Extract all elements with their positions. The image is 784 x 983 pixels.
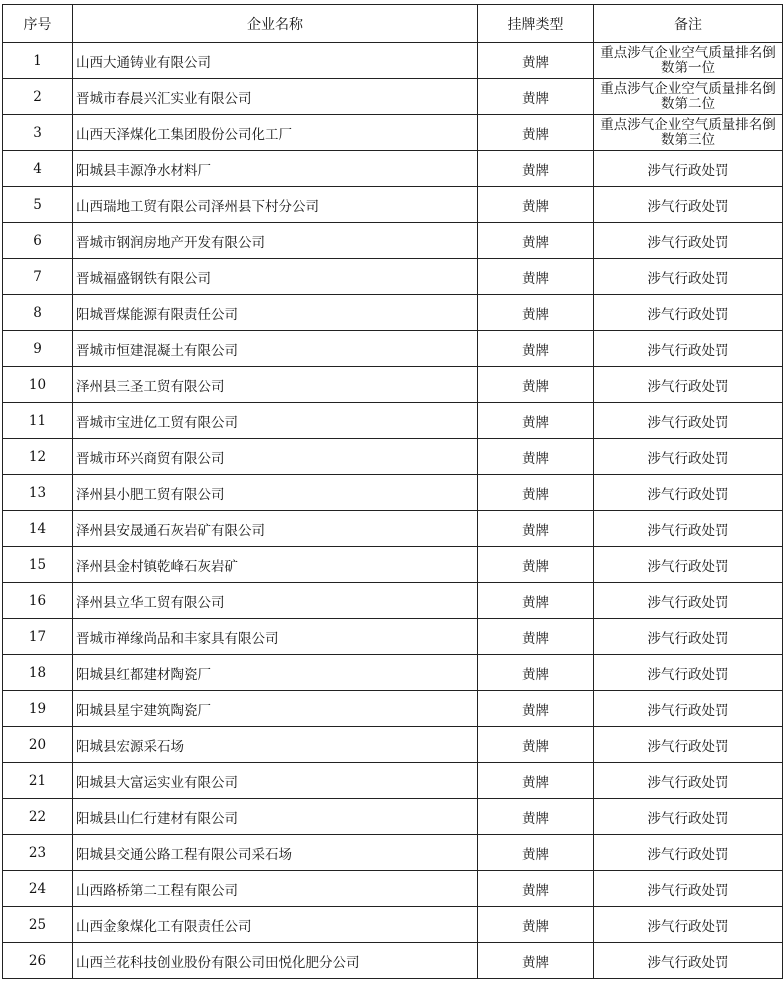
enterprise-name: 阳城县丰源净水材料厂 [73, 151, 478, 187]
row-number: 22 [3, 799, 73, 835]
plate-type: 黄牌 [478, 547, 594, 583]
remark: 涉气行政处罚 [594, 727, 783, 763]
row-number: 15 [3, 547, 73, 583]
table-row [3, 151, 783, 187]
plate-type: 黄牌 [478, 943, 594, 979]
plate-type: 黄牌 [478, 403, 594, 439]
enterprise-name: 阳城县星宇建筑陶瓷厂 [73, 691, 478, 727]
enterprise-table [2, 4, 783, 979]
remark: 重点涉气企业空气质量排名倒数第一位 [594, 43, 783, 79]
row-number: 3 [3, 115, 73, 151]
row-number: 20 [3, 727, 73, 763]
enterprise-name: 山西路桥第二工程有限公司 [73, 871, 478, 907]
row-number: 23 [3, 835, 73, 871]
row-number: 1 [3, 43, 73, 79]
plate-type: 黄牌 [478, 691, 594, 727]
remark: 涉气行政处罚 [594, 547, 783, 583]
plate-type: 黄牌 [478, 367, 594, 403]
row-number: 7 [3, 259, 73, 295]
table-row [3, 583, 783, 619]
table-row [3, 79, 783, 115]
plate-type: 黄牌 [478, 439, 594, 475]
table-row [3, 691, 783, 727]
remark: 涉气行政处罚 [594, 583, 783, 619]
remark: 涉气行政处罚 [594, 655, 783, 691]
table-row [3, 367, 783, 403]
header-type: 挂牌类型 [478, 5, 594, 43]
row-number: 21 [3, 763, 73, 799]
remark: 重点涉气企业空气质量排名倒数第三位 [594, 115, 783, 151]
remark: 涉气行政处罚 [594, 943, 783, 979]
plate-type: 黄牌 [478, 763, 594, 799]
table-row [3, 403, 783, 439]
enterprise-name: 晋城市宝进亿工贸有限公司 [73, 403, 478, 439]
row-number: 5 [3, 187, 73, 223]
row-number: 4 [3, 151, 73, 187]
plate-type: 黄牌 [478, 43, 594, 79]
table-row [3, 871, 783, 907]
table-row [3, 619, 783, 655]
remark: 涉气行政处罚 [594, 223, 783, 259]
remark: 涉气行政处罚 [594, 799, 783, 835]
remark: 涉气行政处罚 [594, 907, 783, 943]
enterprise-name: 阳城县交通公路工程有限公司采石场 [73, 835, 478, 871]
enterprise-name: 泽州县立华工贸有限公司 [73, 583, 478, 619]
enterprise-name: 晋城福盛钢铁有限公司 [73, 259, 478, 295]
plate-type: 黄牌 [478, 79, 594, 115]
remark: 涉气行政处罚 [594, 403, 783, 439]
table-row [3, 331, 783, 367]
table-row [3, 655, 783, 691]
enterprise-name: 泽州县小肥工贸有限公司 [73, 475, 478, 511]
row-number: 6 [3, 223, 73, 259]
table-row [3, 727, 783, 763]
enterprise-name: 阳城县宏源采石场 [73, 727, 478, 763]
remark: 涉气行政处罚 [594, 691, 783, 727]
table-row [3, 439, 783, 475]
plate-type: 黄牌 [478, 511, 594, 547]
row-number: 12 [3, 439, 73, 475]
plate-type: 黄牌 [478, 727, 594, 763]
table-row [3, 187, 783, 223]
plate-type: 黄牌 [478, 187, 594, 223]
enterprise-name: 泽州县金村镇乾峰石灰岩矿 [73, 547, 478, 583]
plate-type: 黄牌 [478, 151, 594, 187]
plate-type: 黄牌 [478, 835, 594, 871]
enterprise-name: 泽州县三圣工贸有限公司 [73, 367, 478, 403]
row-number: 18 [3, 655, 73, 691]
plate-type: 黄牌 [478, 115, 594, 151]
row-number: 10 [3, 367, 73, 403]
row-number: 24 [3, 871, 73, 907]
remark: 涉气行政处罚 [594, 871, 783, 907]
header-no: 序号 [3, 5, 73, 43]
row-number: 19 [3, 691, 73, 727]
row-number: 8 [3, 295, 73, 331]
enterprise-name: 阳城县红都建材陶瓷厂 [73, 655, 478, 691]
plate-type: 黄牌 [478, 223, 594, 259]
table-row [3, 907, 783, 943]
remark: 涉气行政处罚 [594, 187, 783, 223]
table-row [3, 943, 783, 979]
enterprise-name: 山西瑞地工贸有限公司泽州县下村分公司 [73, 187, 478, 223]
row-number: 2 [3, 79, 73, 115]
plate-type: 黄牌 [478, 583, 594, 619]
row-number: 25 [3, 907, 73, 943]
remark: 涉气行政处罚 [594, 439, 783, 475]
row-number: 16 [3, 583, 73, 619]
enterprise-name: 晋城市恒建混凝土有限公司 [73, 331, 478, 367]
row-number: 14 [3, 511, 73, 547]
table-row [3, 475, 783, 511]
table-row [3, 547, 783, 583]
remark: 涉气行政处罚 [594, 259, 783, 295]
row-number: 11 [3, 403, 73, 439]
enterprise-name: 晋城市春晨兴汇实业有限公司 [73, 79, 478, 115]
enterprise-name: 晋城市禅缘尚品和丰家具有限公司 [73, 619, 478, 655]
remark: 涉气行政处罚 [594, 763, 783, 799]
plate-type: 黄牌 [478, 655, 594, 691]
plate-type: 黄牌 [478, 295, 594, 331]
plate-type: 黄牌 [478, 619, 594, 655]
table-row [3, 511, 783, 547]
table-row [3, 295, 783, 331]
remark: 重点涉气企业空气质量排名倒数第二位 [594, 79, 783, 115]
remark: 涉气行政处罚 [594, 367, 783, 403]
plate-type: 黄牌 [478, 871, 594, 907]
plate-type: 黄牌 [478, 799, 594, 835]
row-number: 26 [3, 943, 73, 979]
header-note: 备注 [594, 5, 783, 43]
header-row [3, 5, 783, 43]
plate-type: 黄牌 [478, 907, 594, 943]
enterprise-name: 阳城县山仁行建材有限公司 [73, 799, 478, 835]
remark: 涉气行政处罚 [594, 835, 783, 871]
remark: 涉气行政处罚 [594, 295, 783, 331]
plate-type: 黄牌 [478, 259, 594, 295]
row-number: 13 [3, 475, 73, 511]
enterprise-name: 山西天泽煤化工集团股份公司化工厂 [73, 115, 478, 151]
table-row [3, 43, 783, 79]
remark: 涉气行政处罚 [594, 511, 783, 547]
enterprise-name: 晋城市钢润房地产开发有限公司 [73, 223, 478, 259]
enterprise-name: 阳城晋煤能源有限责任公司 [73, 295, 478, 331]
enterprise-name: 晋城市环兴商贸有限公司 [73, 439, 478, 475]
enterprise-name: 山西金象煤化工有限责任公司 [73, 907, 478, 943]
table-row [3, 835, 783, 871]
plate-type: 黄牌 [478, 331, 594, 367]
table-row [3, 763, 783, 799]
plate-type: 黄牌 [478, 475, 594, 511]
enterprise-name: 山西大通铸业有限公司 [73, 43, 478, 79]
enterprise-name: 泽州县安晟通石灰岩矿有限公司 [73, 511, 478, 547]
table-row [3, 799, 783, 835]
remark: 涉气行政处罚 [594, 151, 783, 187]
row-number: 9 [3, 331, 73, 367]
header-name: 企业名称 [73, 5, 478, 43]
table-row [3, 115, 783, 151]
remark: 涉气行政处罚 [594, 331, 783, 367]
table-row [3, 223, 783, 259]
enterprise-name: 山西兰花科技创业股份有限公司田悦化肥分公司 [73, 943, 478, 979]
table-row [3, 259, 783, 295]
enterprise-name: 阳城县大富运实业有限公司 [73, 763, 478, 799]
remark: 涉气行政处罚 [594, 475, 783, 511]
row-number: 17 [3, 619, 73, 655]
remark: 涉气行政处罚 [594, 619, 783, 655]
